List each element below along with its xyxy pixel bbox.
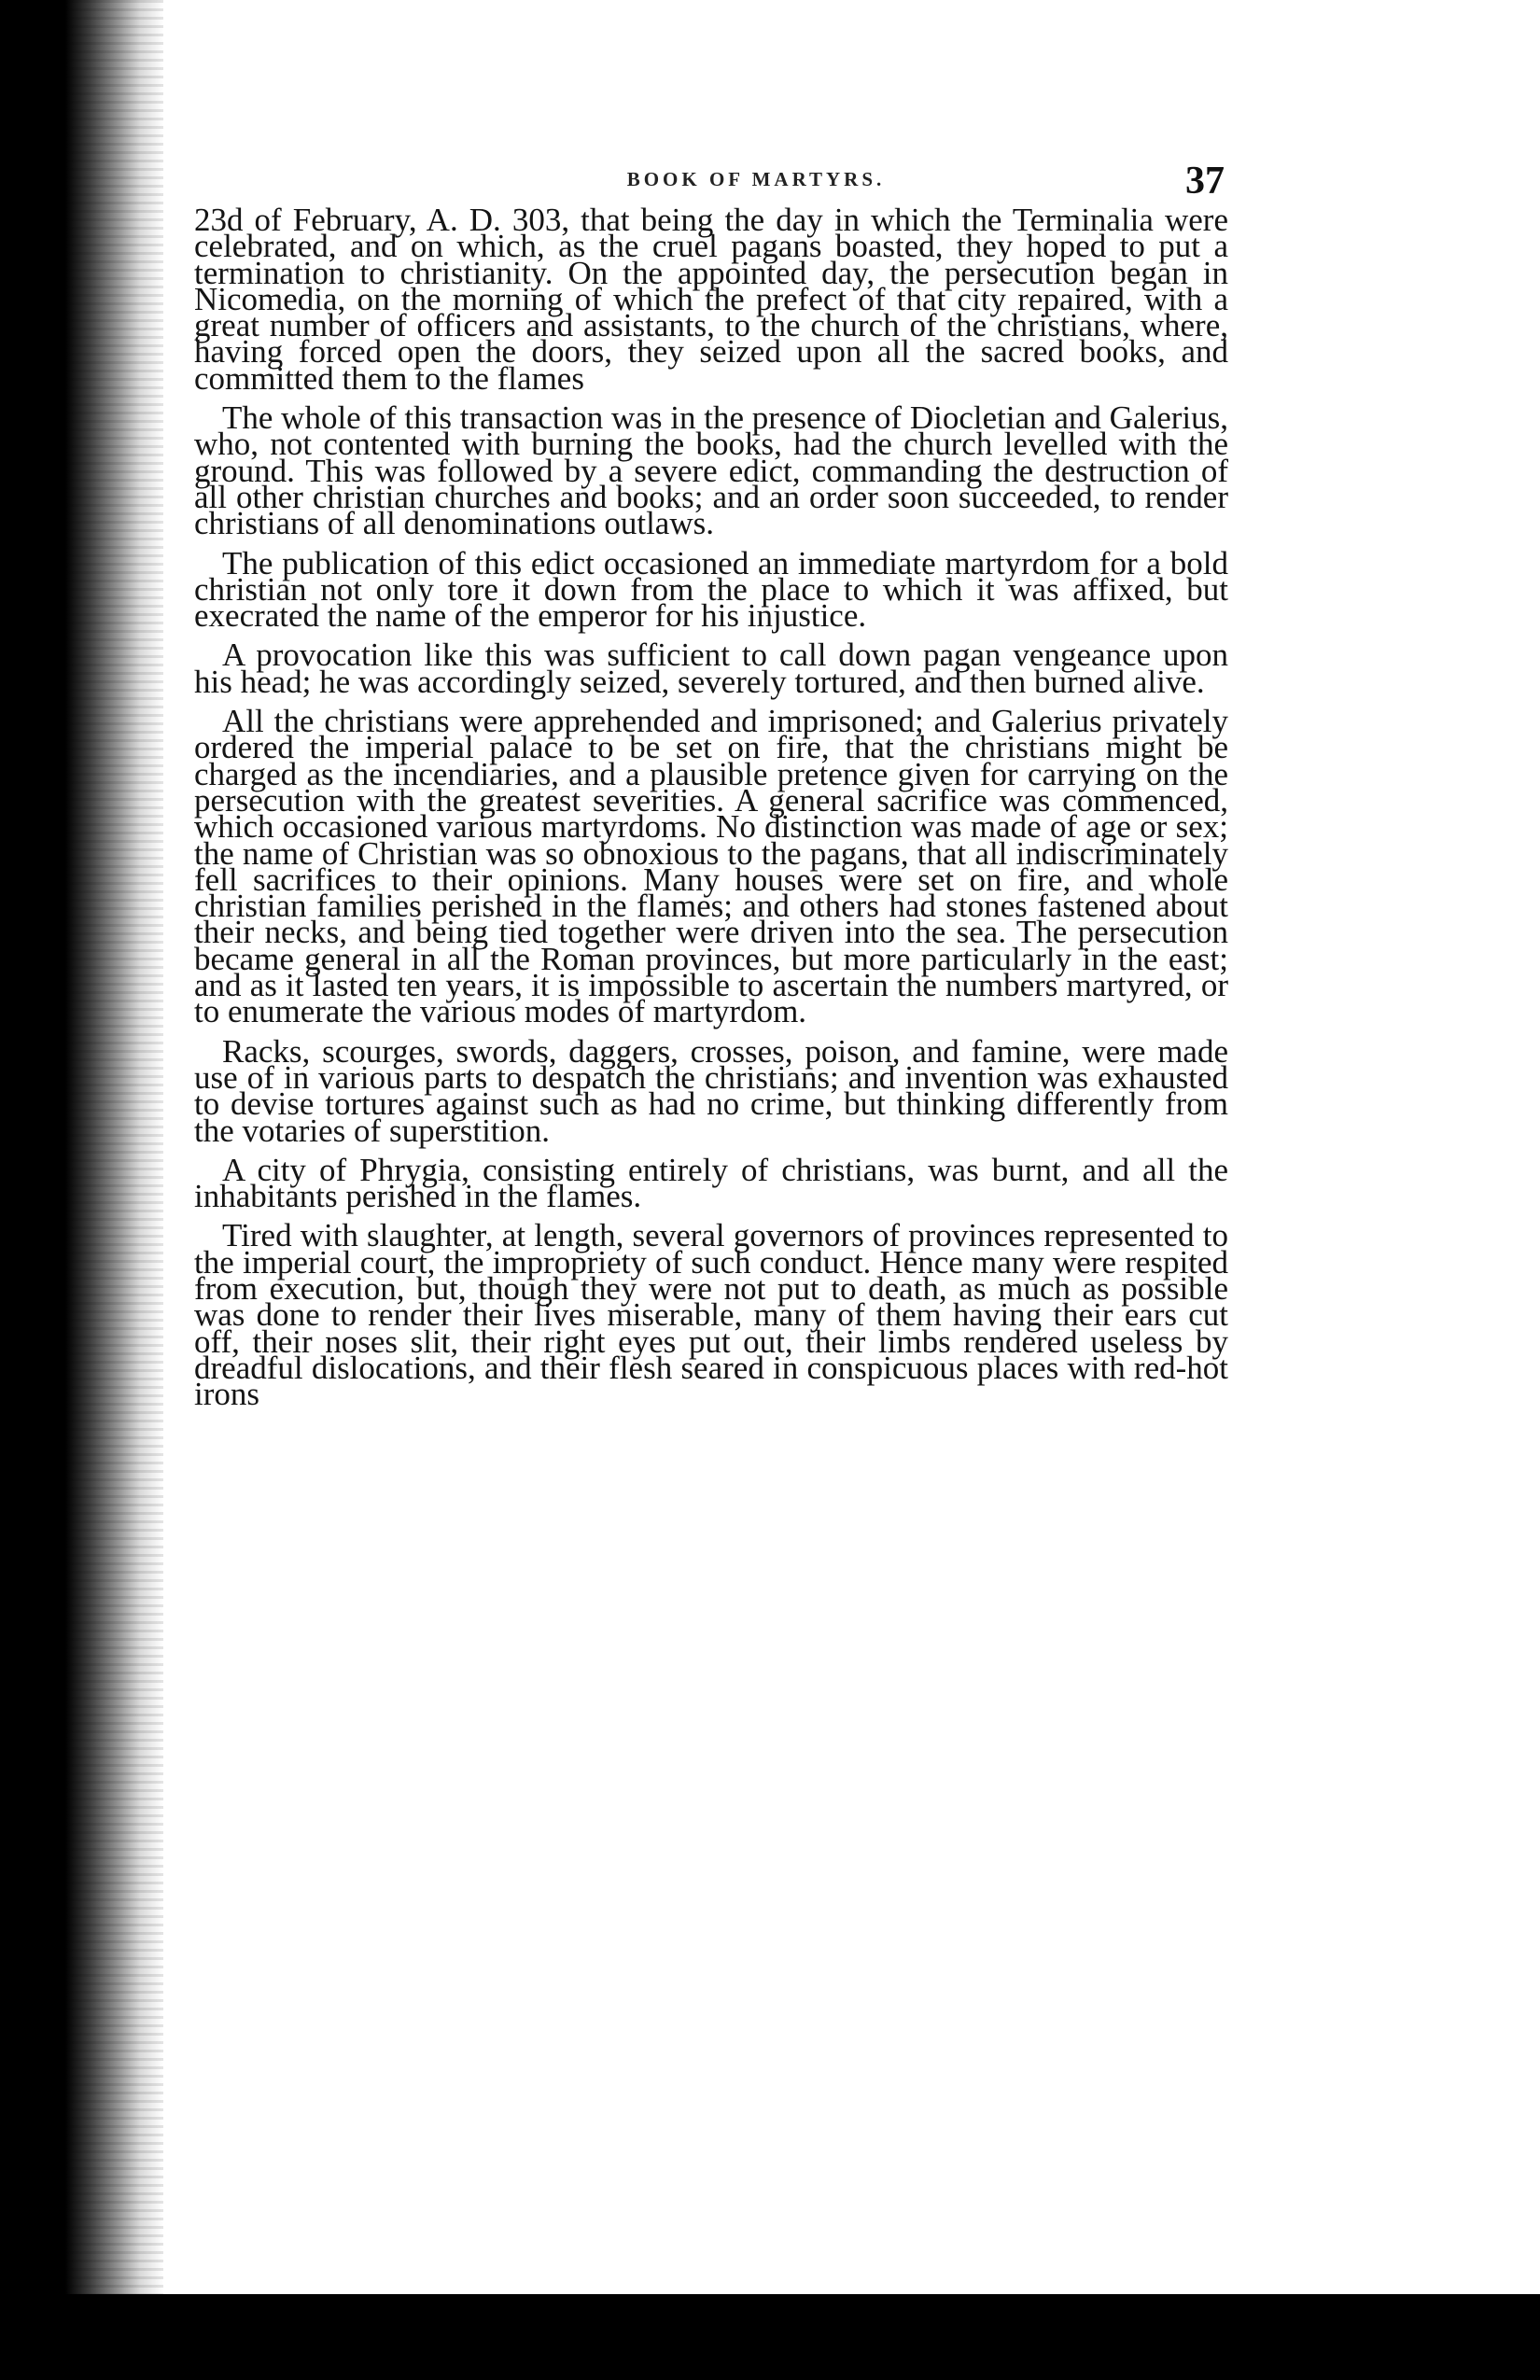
- paragraph: A city of Phrygia, consisting entirely of christians, was burnt, and all the inhabitants perished in the flames.: [194, 1151, 1228, 1215]
- paragraph: A provocation like this was sufficient to call down pagan vengeance upon his head; he was accordingly seized, severely tortured, and then burned alive.: [194, 637, 1228, 700]
- body-text: [194, 202, 1228, 1421]
- paragraph: Tired with slaughter, at length, several governors of provinces represented to the imperial court, the impropriety of such conduct. Hence many were respited from execution, but, though they were not put to death, as much as possible was done to render their lives miserable, many of them having their ears cut off, their noses slit, their right eyes put out, their limbs rendered useless by dreadful dislocations, and their flesh seared in conspicuous places with red-hot irons: [194, 1217, 1228, 1413]
- page-number: 37: [1185, 160, 1225, 203]
- book-gutter-shadow: [0, 0, 163, 2380]
- paragraph: Racks, scourges, swords, daggers, crosses, poison, and famine, were made use of in various parts to despatch the christians; and invention was exhausted to devise tortures against such as had no crime, but thinking differently from the votaries of superstition.: [194, 1032, 1228, 1149]
- paragraph: The publication of this edict occasioned an immediate martyrdom for a bold christian not only tore it down from the place to which it was affixed, but execrated the name of the emperor for his injustice.: [194, 544, 1228, 635]
- paragraph: All the christians were apprehended and imprisoned; and Galerius privately ordered the imperial palace to be set on fire, that the christians might be charged as the incendiaries, and a plausible pretence given for carrying on the persecution with the greatest severities. A general sacrifice was commenced, which occasioned various martyrdoms. No distinction was made of age or sex; the name of Christian was so obnoxious to the pagans, that all indiscriminately fell sacrifices to their opinions. Many houses were set on fire, and whole christian families perished in the flames; and others had stones fastened about their necks, and being tied together were driven into the sea. The persecution became general in all the Roman provinces, but more particularly in the east; and as it lasted ten years, it is impossible to ascertain the numbers martyred, or to enumerate the various modes of martyrdom.: [194, 703, 1228, 1030]
- scan-bottom-border: [0, 2294, 1540, 2380]
- running-head: BOOK OF MARTYRS.: [626, 168, 886, 190]
- paragraph: The whole of this transaction was in the presence of Diocletian and Galerius, who, not contented with burning the books, had the church levelled with the ground. This was followed by a severe edict, commanding the destruction of all other christian churches and books; and an order soon succeeded, to render christians of all denominations outlaws.: [194, 399, 1228, 542]
- paragraph: 23d of February, A. D. 303, that being the day in which the Terminalia were celebrated, and on which, as the cruel pagans boasted, they hoped to put a termination to christianity. On the appointed day, the persecution began in Nicomedia, on the morning of which the prefect of that city repaired, with a great number of officers and assistants, to the church of the christians, where, having forced open the doors, they seized upon all the sacred books, and committed them to the flames: [194, 202, 1228, 397]
